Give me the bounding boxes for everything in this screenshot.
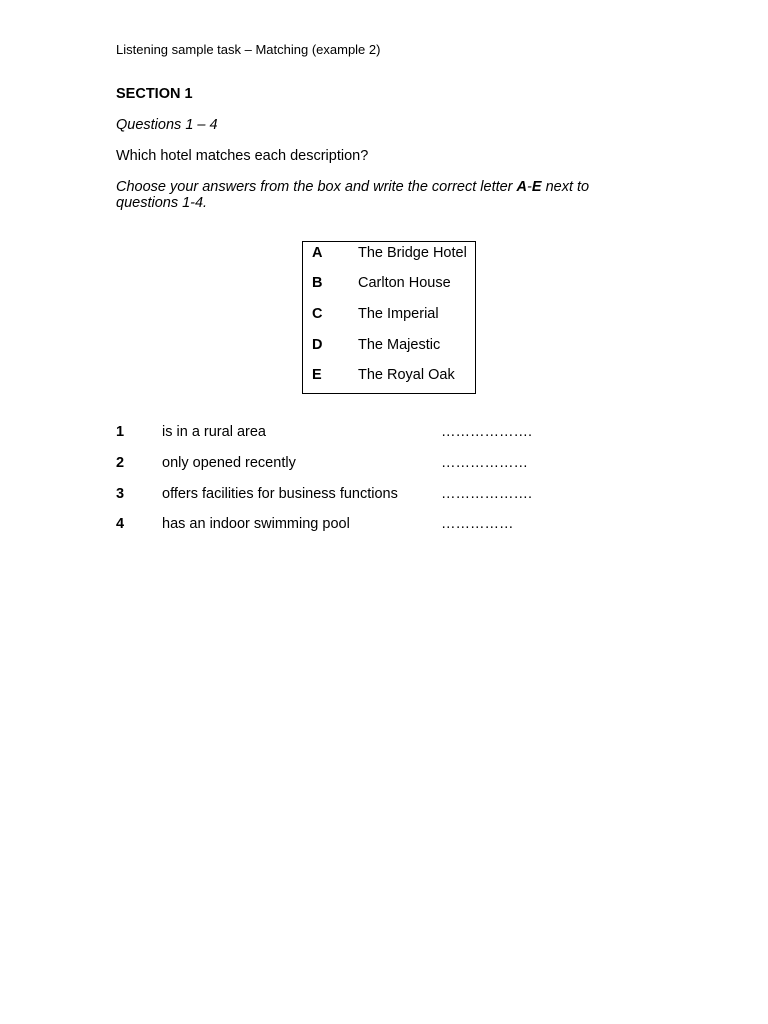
page-header: Listening sample task – Matching (example 2) — [116, 42, 381, 57]
option-row — [303, 275, 475, 295]
option-name: The Majestic — [358, 337, 441, 353]
question-number: 2 — [116, 455, 125, 471]
option-row — [303, 245, 475, 265]
option-letter: C — [312, 306, 323, 322]
option-letter: E — [312, 367, 322, 383]
question-number: 4 — [116, 516, 125, 532]
section-title: SECTION 1 — [116, 86, 193, 102]
questions-range: Questions 1 – 4 — [116, 117, 218, 133]
answer-blank[interactable]: ………………. — [441, 424, 533, 440]
question-prompt: Which hotel matches each description? — [116, 148, 369, 164]
option-name: The Royal Oak — [358, 367, 455, 383]
question-item — [116, 455, 586, 475]
instruction-letter-to: E — [531, 179, 542, 195]
question-text: offers facilities for business functions — [162, 486, 398, 502]
instruction-after: next to questions 1-4. — [116, 179, 590, 211]
question-number: 1 — [116, 424, 125, 440]
question-item — [116, 486, 586, 506]
answer-blank[interactable]: ……………… — [441, 455, 528, 471]
option-name: The Bridge Hotel — [358, 245, 467, 261]
instruction-letter-from: A — [516, 179, 528, 195]
question-text: has an indoor swimming pool — [162, 516, 350, 532]
option-row — [303, 367, 475, 387]
option-letter: D — [312, 337, 323, 353]
option-name: Carlton House — [358, 275, 451, 291]
question-number: 3 — [116, 486, 125, 502]
question-item — [116, 516, 586, 536]
options-box — [302, 241, 476, 394]
option-name: The Imperial — [358, 306, 439, 322]
option-row — [303, 306, 475, 326]
option-letter: B — [312, 275, 323, 291]
instruction-before: Choose your answers from the box and write the correct letter — [116, 179, 517, 195]
question-item — [116, 424, 586, 444]
instruction-text — [116, 179, 596, 211]
instruction-dash: - — [527, 179, 532, 195]
question-text: only opened recently — [162, 455, 296, 471]
answer-blank[interactable]: ………………. — [441, 486, 533, 502]
answer-blank[interactable]: …………… — [441, 516, 514, 532]
option-row — [303, 337, 475, 357]
option-letter: A — [312, 245, 323, 261]
question-text: is in a rural area — [162, 424, 266, 440]
